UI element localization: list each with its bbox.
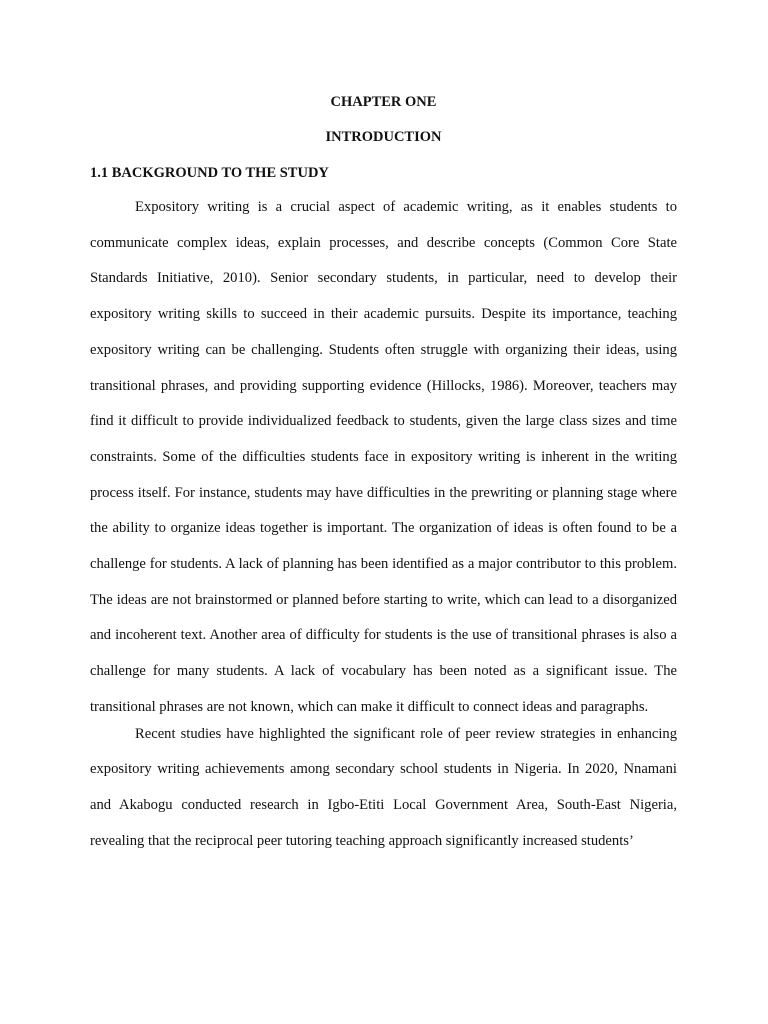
section-heading: 1.1 BACKGROUND TO THE STUDY bbox=[90, 165, 329, 181]
page-content bbox=[90, 93, 677, 859]
introduction-title: INTRODUCTION bbox=[325, 129, 442, 145]
body-paragraph-2: Recent studies have highlighted the significant role of peer review strategies in enhancing expository writing achievements among secondary school students in Nigeria. In 2020, Nnamani and Akabogu conducted research in Igbo-Etiti Local Government Area, South-East Nigeria, revealing that the reciprocal peer tutoring teaching approach significantly increased students’ bbox=[90, 725, 677, 849]
chapter-title: CHAPTER ONE bbox=[330, 94, 437, 110]
body-paragraph-1: Expository writing is a crucial aspect of academic writing, as it enables students to communicate complex ideas, explain processes, and describe concepts (Common Core State Standards Initiative, 2010). Senior secondary students, in particular, need to develop their expository writing skills to succeed in their academic pursuits. Despite its importance, teaching expository writing can be challenging. Students often struggle with organizing their ideas, using transitional phrases, and providing supporting evidence (Hillocks, 1986). Moreover, teachers may find it difficult to provide individualized feedback to students, given the large class sizes and time constraints. Some of the difficulties students face in expository writing is inherent in the writing process itself. For instance, students may have difficulties in the prewriting or planning stage where the ability to organize ideas together is important. The organization of ideas is often found to be a challenge for students. A lack of planning has been identified as a major contributor to this problem. The ideas are not brainstormed or planned before starting to write, which can lead to a disorganized and incoherent text. Another area of difficulty for students is the use of transitional phrases is also a challenge for many students. A lack of vocabulary has been noted as a significant issue. The transitional phrases are not known, which can make it difficult to connect ideas and paragraphs. bbox=[90, 199, 677, 715]
